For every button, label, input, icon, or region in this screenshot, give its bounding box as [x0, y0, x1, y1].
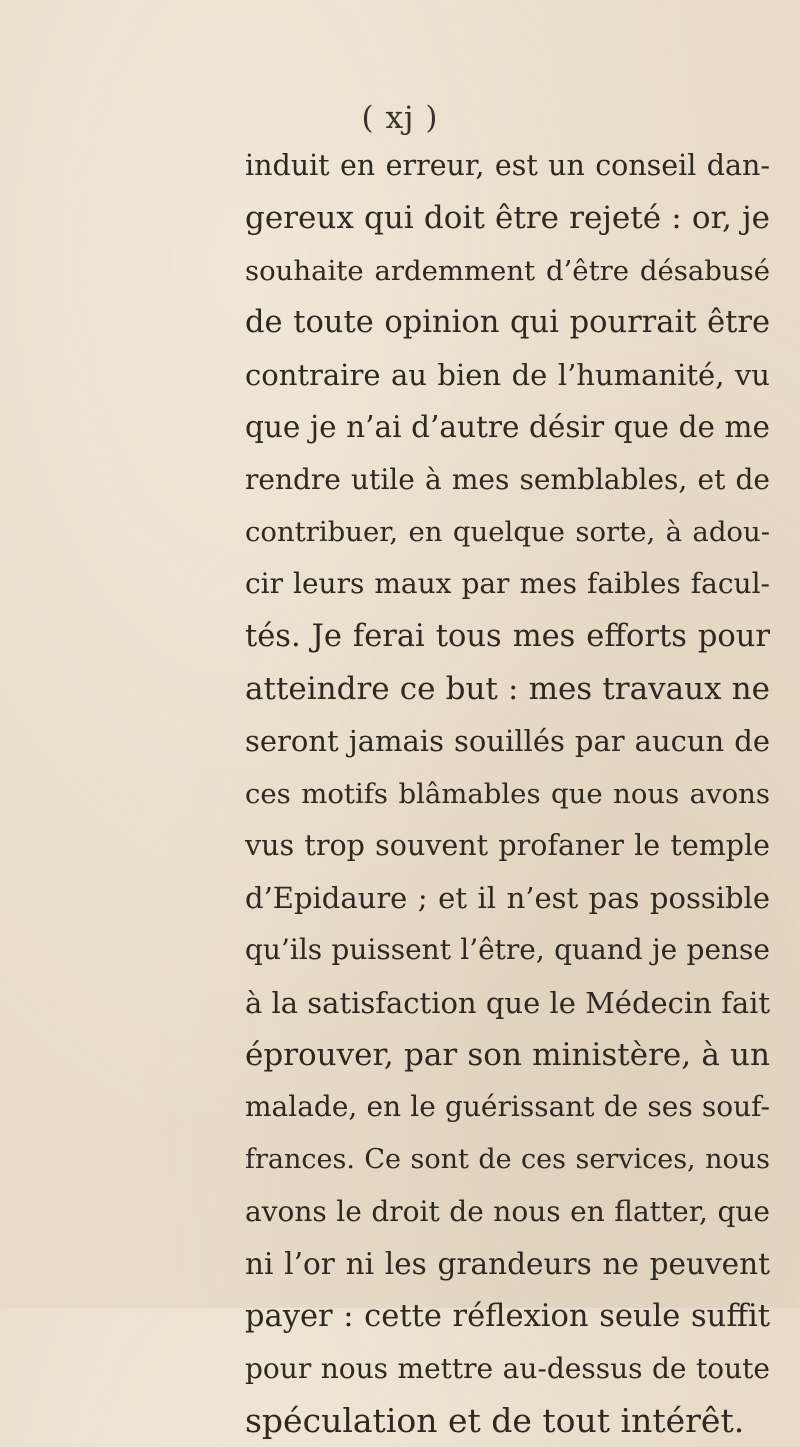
- text-line: gereux qui doit être rejeté : or, je: [245, 200, 770, 237]
- text-line: de toute opinion qui pourrait être: [245, 304, 770, 340]
- text-line: ces motifs blâmables que nous avons: [245, 777, 770, 810]
- text-line: spéculation et de tout intérêt.: [245, 1401, 745, 1441]
- text-line: induit en erreur, est un conseil dan-: [245, 149, 770, 182]
- text-line: frances. Ce sont de ces services, nous: [245, 1143, 770, 1175]
- text-line: atteindre ce but : mes travaux ne: [245, 670, 770, 707]
- text-line: éprouver, par son ministère, à un: [245, 1037, 770, 1074]
- text-line: payer : cette réflexion seule suffit: [245, 1298, 770, 1334]
- text-line: que je n’ai d’autre désir que de me: [245, 410, 770, 445]
- text-line: pour nous mettre au-dessus de toute: [245, 1351, 770, 1385]
- text-line: à la satisfaction que le Médecin fait: [245, 985, 771, 1020]
- text-line: malade, en le guérissant de ses souf-: [245, 1090, 770, 1124]
- text-line: vus trop souvent profaner le temple: [245, 828, 770, 862]
- text-line: avons le droit de nous en flatter, que: [245, 1194, 770, 1228]
- text-line: seront jamais souillés par aucun de: [245, 724, 770, 759]
- text-line: cir leurs maux par mes faibles facul-: [245, 567, 770, 601]
- text-line: contraire au bien de l’humanité, vu: [245, 358, 770, 393]
- page-number: ( xj ): [361, 100, 439, 136]
- text-line: rendre utile à mes semblables, et de: [245, 462, 770, 496]
- text-line: qu’ils puissent l’être, quand je pense: [245, 933, 770, 967]
- text-line: contribuer, en quelque sorte, à adou-: [245, 516, 770, 549]
- body-text: [245, 140, 770, 1447]
- text-line: ni l’or ni les grandeurs ne peuvent: [245, 1247, 770, 1282]
- text-line: souhaite ardemment d’être désabusé: [245, 254, 770, 287]
- text-line: tés. Je ferai tous mes efforts pour: [245, 618, 770, 654]
- text-line: d’Epidaure ; et il n’est pas possible: [245, 881, 770, 916]
